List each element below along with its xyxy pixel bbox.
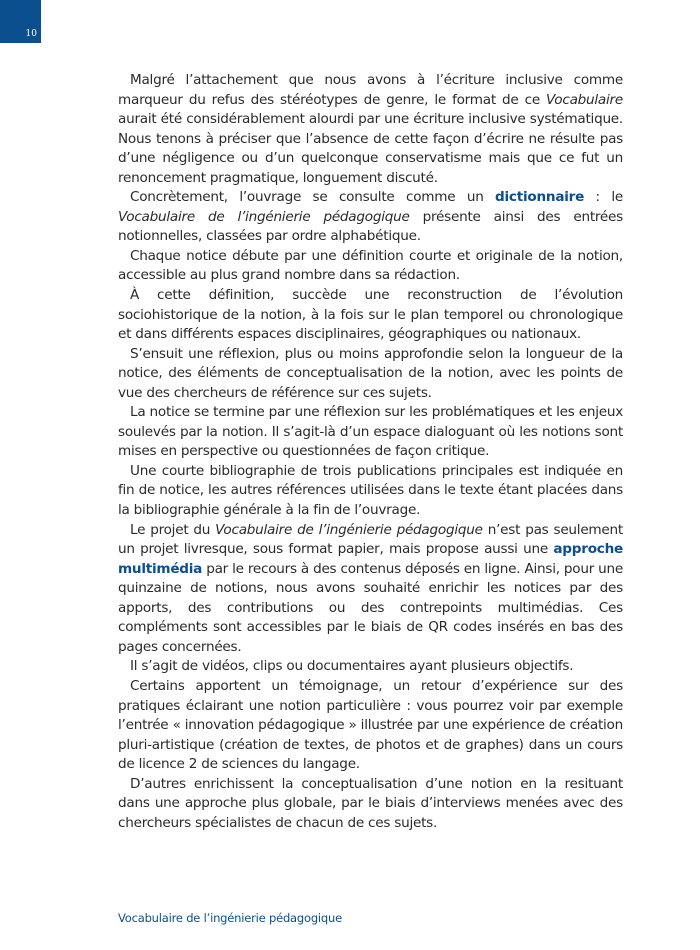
text-run: aurait été considérablement alourdi par une écriture inclusive systématique. Nous tenons à préciser que l’absence de cette façon d’écrire ne résulte pas d’une négligence ou d’un quelconque conservatisme mais que ce fut un renoncement pragmatique, longuement discuté. [118, 111, 623, 186]
text-run: Chaque notice débute par une définition courte et originale de la notion, accessible au plus grand nombre dans sa rédaction. [118, 247, 623, 284]
text-run: Il s’agit de vidéos, clips ou documentaires ayant plusieurs objectifs. [130, 658, 574, 675]
text-run: La notice se termine par une réflexion sur les problématiques et les enjeux soulevés par la notion. Il s’agit-là d’un espace dialoguant où les notions sont mises en perspective ou questionnées de façon critique. [118, 404, 623, 460]
keyword: approche multimédia [118, 541, 623, 577]
page-number: 10 [25, 29, 37, 39]
text-run: Certains apportent un témoignage, un retour d’expérience sur des pratiques éclairant une notion particulière : vous pourrez voir par exemple l’entrée « innovation pédagogique » illustrée par une expérience de création pluri-artistique (création de textes, de photos et de graphes) dans un cours de licence 2 de sciences du langage. [118, 677, 623, 773]
paragraph [118, 403, 623, 462]
text-run: D’autres enrichissent la conceptualisation d’une notion en la resituant dans une approche plus globale, par le biais d’interviews menées avec des chercheurs spécialistes de chacun de ces sujets. [118, 775, 623, 831]
text-run: Le projet du [130, 521, 216, 538]
body-text [118, 71, 623, 833]
paragraph [118, 657, 623, 677]
running-footer: Vocabulaire de l’ingénierie pédagogique [118, 911, 342, 925]
text-run: Concrètement, l’ouvrage se consulte comme un [130, 189, 496, 206]
italic-title: Vocabulaire [546, 91, 623, 108]
page-number-tab [0, 0, 41, 43]
text-run: : le [584, 189, 623, 206]
text-run: À cette définition, succède une reconstruction de l’évolution sociohistorique de la notion, à la fois sur le plan temporel ou chronologique et dans différents espaces disciplinaires, géographiques ou nationaux. [118, 287, 623, 343]
italic-title: Vocabulaire de l’ingénierie pédagogique [215, 521, 483, 538]
paragraph [118, 188, 623, 247]
paragraph [118, 521, 623, 658]
text-run: n’est pas seulement un projet livresque, sous format papier, mais propose aussi une [118, 521, 623, 558]
italic-title: Vocabulaire de l’ingénierie pédagogique [118, 208, 410, 225]
text-run: présente ainsi des entrées notionnelles, classées par ordre alphabétique. [118, 208, 623, 245]
paragraph [118, 775, 623, 834]
text-run: Une courte bibliographie de trois publications principales est indiquée en fin de notice, les autres références utilisées dans le texte étant placées dans la bibliographie générale à la fin de l’ouvrage. [118, 462, 623, 519]
paragraph [118, 247, 623, 286]
paragraph [118, 286, 623, 345]
paragraph [118, 462, 623, 521]
paragraph [118, 71, 623, 188]
paragraph [118, 677, 623, 775]
text-run: Malgré l’attachement que nous avons à l’écriture inclusive comme marqueur du refus des stéréotypes de genre, le format de ce [118, 72, 623, 108]
paragraph [118, 345, 623, 404]
text-run: S’ensuit une réflexion, plus ou moins approfondie selon la longueur de la notice, des éléments de conceptualisation de la notion, avec les points de vue des chercheurs de référence sur ces sujets. [118, 345, 623, 401]
keyword: dictionnaire [495, 189, 585, 206]
text-run: par le recours à des contenus déposés en ligne. Ainsi, pour une quinzaine de notions, nous avons souhaité enrichir les notices par des apports, des contributions ou des contrepoints multimédias. Ces compléments sont accessibles par le biais de QR codes insérés en bas des pages concernées. [118, 560, 623, 655]
